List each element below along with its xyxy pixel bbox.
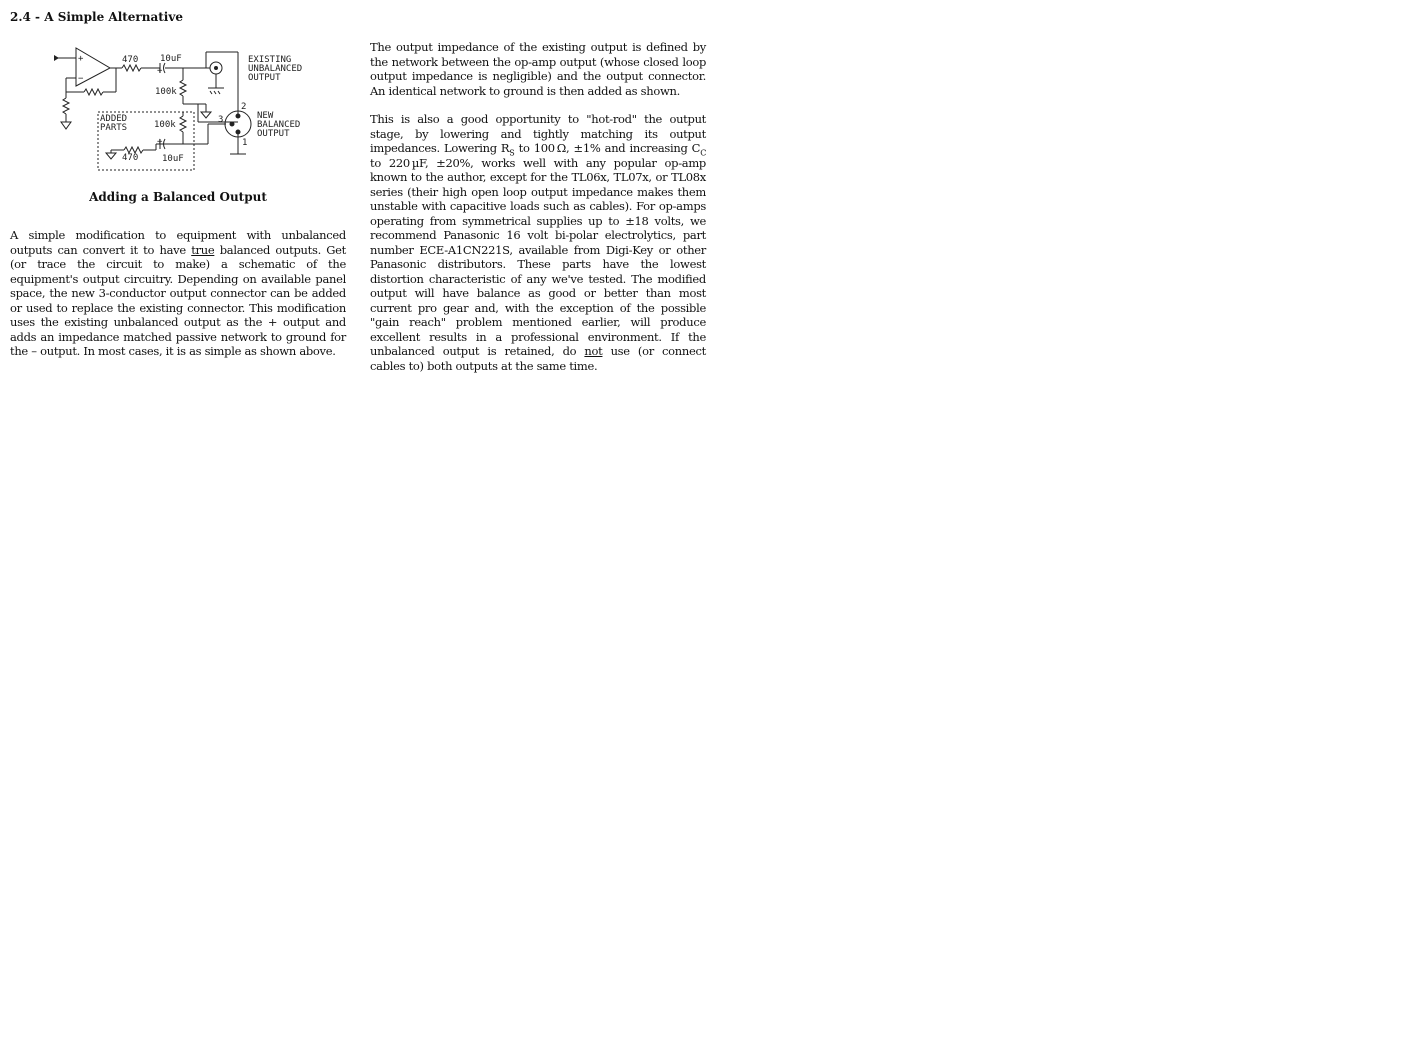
label-new-3: OUTPUT — [257, 129, 290, 139]
label-added-2: PARTS — [100, 123, 128, 133]
label-existing-2: UNBALANCED — [248, 64, 303, 74]
right-paragraph-1: The output impedance of the existing output is defined by the network between the op-amp output (whose closed loop output impedance is negligible) and the output connector. An identical network to ground is then added as shown. — [370, 40, 706, 98]
label-new-1: NEW — [257, 111, 274, 121]
label-added-1: ADDED — [100, 114, 128, 124]
label-plus-bottom: + — [157, 137, 163, 147]
label-100k-top: 100k — [155, 87, 177, 97]
label-100k-bottom: 100k — [154, 120, 176, 130]
left-paragraph-part2: balanced outputs. Get (or trace the circuit to make) a schematic of the equipment's output circuitry. Depending on available panel space, the new 3-conductor output connector can be added or used to replace the existing connector. This modification uses the existing unbalanced output as the + output and adds an impedance matched passive network to ground for the – output. In most cases, it is as simple as shown above. — [10, 242, 346, 358]
right-paragraph-2-part4: use (or connect cables to) both outputs at the same time. — [370, 344, 706, 373]
left-paragraph-underlined: true — [191, 242, 215, 257]
left-paragraph-part1: A simple modification to equipment with unbalanced outputs can convert it to have — [10, 228, 346, 257]
label-pin-3: 3 — [218, 115, 224, 125]
label-10uf-bottom: 10uF — [162, 154, 184, 164]
subscript-c: C — [700, 148, 707, 158]
label-existing-3: OUTPUT — [248, 73, 281, 83]
right-paragraph-2-part3: to 220 µF, ±20%, works well with any popular op-amp known to the author, except for the TL06x, TL07x, or TL08x series (their high open loop output impedance makes them unstable with capacitive loads such as cables). For op-amps operating from symmetrical supplies up to ±18 volts, we recommend Panasonic 16 volt bi-polar electrolytics, part number ECE-A1CN221S, available from Digi-Key or other Panasonic distributors. These parts have the lowest distortion characteristic of any we've tested. The modified output will have balance as good or better than most current pro gear and, with the exception of the possible "gain reach" problem mentioned earlier, will produce excellent results in a professional environment. If the unbalanced output is retained, do — [370, 155, 706, 358]
right-paragraph-2-underlined: not — [584, 344, 603, 358]
label-470-bottom: 470 — [122, 153, 139, 163]
subscript-s: S — [509, 148, 515, 158]
right-paragraph-2-part2: to 100 Ω, ±1% and increasing C — [514, 141, 701, 155]
label-plus-top: + — [157, 66, 163, 76]
label-pin-2: 2 — [241, 102, 247, 112]
schematic-diagram — [48, 44, 328, 176]
label-opamp-minus: − — [78, 74, 84, 84]
figure-caption: Adding a Balanced Output — [89, 190, 267, 204]
left-paragraph — [10, 228, 346, 359]
label-470-top: 470 — [122, 55, 139, 65]
label-10uf-top: 10uF — [160, 54, 182, 64]
label-opamp-plus: + — [78, 54, 84, 64]
right-paragraph-2 — [370, 112, 706, 373]
label-new-2: BALANCED — [257, 120, 301, 130]
label-existing-1: EXISTING — [248, 55, 292, 65]
section-title: 2.4 - A Simple Alternative — [10, 10, 183, 24]
right-paragraph-2-part1: This is also a good opportunity to "hot-rod" the output stage, by lowering and tightly matching its output impedances. Lowering R — [370, 112, 706, 155]
label-pin-1: 1 — [242, 138, 248, 148]
